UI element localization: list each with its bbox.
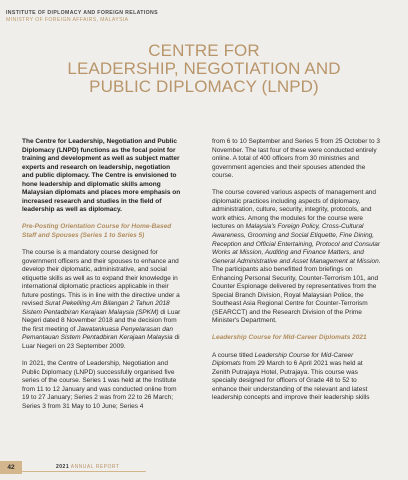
paragraph-series-continued: from 6 to 10 September and Series 5 from 25 October to 3 November. The last four of these were conducted entirely online. A total of 400 officers from 30 ministries and government agencies and their spouses attended the course. [212,138,381,180]
paragraph-series-2021: In 2021, the Centre of Leadership, Negotiation and Public Diplomacy (LNPD) successfully organised five series of the course. Series 1 was held at the Institute from 11 to 12 January and was conducted online from 19 to 27 January; Series 2 was from 22 to 26 March; Series 3 from 31 May to 10 June; Series 4 [22,360,177,410]
footer-rule [22,471,146,472]
right-column [212,138,382,411]
paragraph-course-modules: The course covered various aspects of management and diplomatic practices including aspects of diplomacy, administration, culture, security, integrity, protocols, and work ethics. Among the modules for the course were lectures on Malaysia's Foreign Policy, Cross-Cultural Awareness, Grooming and Social Etiquette, Fine Dining, Reception and Official Entertaining, Protocol and Consular Works at Mission, Auditing and Finance Matters, and General Administrative and Asset Management at Mission. The participants also benefitted from briefings on Enhancing Personal Security, Counter-Terrorism 101, and Counter Espionage delivered by representatives from the Special Branch Division, Royal Malaysian Police, the Southeast Asia Regional Centre for Counter-Terrorism (SEARCCT) and the Research Division of the Prime Minister's Department. [212,189,381,325]
page-title [0,42,408,96]
page-footer [0,453,408,480]
ministry-name: MINISTRY OF FOREIGN AFFAIRS, MALAYSIA [6,17,129,23]
title-line-3: PUBLIC DIPLOMACY (LNPD) [89,77,319,96]
title-line-2: LEADERSHIP, NEGOTIATION AND [67,59,341,78]
footer-report-label: 2021 ANNUAL REPORT [56,464,120,470]
left-column [22,138,182,420]
intro-paragraph: The Centre for Leadership, Negotiation and Public Diplomacy (LNPD) functions as the focal point for training and development as well as subject matter experts and research on leadership, negotiation and public diplomacy. The Centre is envisioned to hone leadership and diplomatic skills among Malaysian diplomats and places more emphasis on increased research and studies in the field of leadership as well as diplomacy. [22,138,181,214]
paragraph-mid-career-course: A course titled Leadership Course for Mid-Career Diplomats from 29 March to 6 April 2021 was held at Zenith Putrajaya Hotel, Putrajaya. This course was specially designed for officers of Grade 48 to 52 to enhance their understanding of the relevant and latest leadership concepts and improve their leadership skills [212,351,370,402]
institute-name: INSTITUTE OF DIPLOMACY AND FOREIGN RELATIONS [6,10,158,16]
section-heading-mid-career: Leadership Course for Mid-Career Diplomats 2021 [212,334,367,342]
section-heading-pre-posting: Pre-Posting Orientation Course for Home-Based Staff and Spouses (Series 1 to Series 5) [22,223,172,239]
paragraph-course-description: The course is a mandatory course designed for government officers and their spouses to enhance and develop their diplomatic, administrative, and social etiquette skills as well as to expand their knowledge in international diplomatic practices applicable in their future postings. This is in line with the directive under a revised Surat Pekeliling Am Bilangan 2 Tahun 2018 Sistem Pentadbiran Kerajaan Malaysia (SPKM) di Luar Negeri dated 8 November 2018 and the decision from the first meeting of Jawatankuasa Penyelarasan dan Pemantauan Sistem Pentadbiran Kerajaan Malaysia di Luar Negeri on 23 September 2009. [22,249,181,351]
page-number: 42 [0,461,22,474]
running-header [6,10,158,24]
title-line-1: CENTRE FOR [148,41,260,60]
